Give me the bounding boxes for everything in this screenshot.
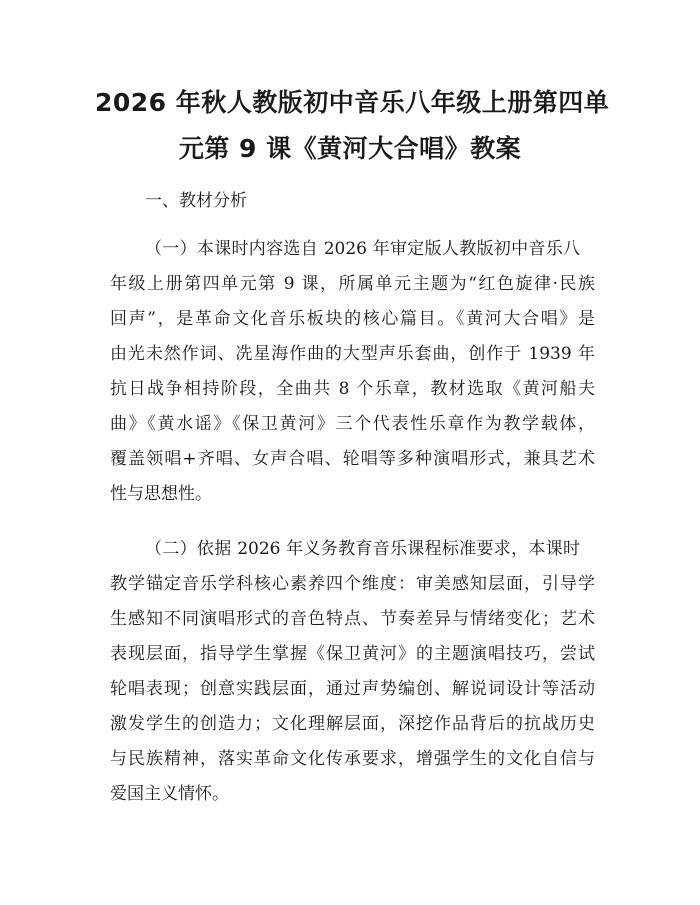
paragraph-2-line: 爱国主义情怀。 bbox=[110, 784, 229, 804]
paragraph-2-line: 轮唱表现；创意实践层面，通过声势编创、解说词设计等活动 bbox=[110, 679, 595, 699]
paragraph-1-line: 抗日战争相持阶段，全曲共 8 个乐章，教材选取《黄河船夫 bbox=[110, 379, 595, 399]
paragraph-1-line: 回声”，是革命文化音乐板块的核心篇目。《黄河大合唱》是 bbox=[110, 309, 595, 329]
paragraph-1-line: 性与思想性。 bbox=[110, 484, 212, 504]
paragraph-1-line: 由光未然作词、冼星海作曲的大型声乐套曲，创作于 1939 年 bbox=[110, 344, 595, 364]
paragraph-1-line: 覆盖领唱+齐唱、女声合唱、轮唱等多种演唱形式，兼具艺术 bbox=[110, 449, 595, 469]
paragraph-2-line: 激发学生的创造力；文化理解层面，深挖作品背后的抗战历史 bbox=[110, 714, 595, 734]
paragraph-2-line: 表现层面，指导学生掌握《保卫黄河》的主题演唱技巧，尝试 bbox=[110, 644, 595, 664]
paragraph-1-line: （一）本课时内容选自 2026 年审定版人教版初中音乐八 bbox=[145, 239, 580, 259]
paragraph-2-line: 生感知不同演唱形式的音色特点、节奏差异与情绪变化；艺术 bbox=[110, 609, 595, 629]
section-heading-materials-analysis: 一、教材分析 bbox=[145, 191, 247, 211]
paragraph-1-line: 年级上册第四单元第 9 课，所属单元主题为“红色旋律·民族 bbox=[110, 274, 595, 294]
paragraph-2-line: 与民族精神，落实革命文化传承要求，增强学生的文化自信与 bbox=[110, 749, 595, 769]
paragraph-2-line: 教学锚定音乐学科核心素养四个维度：审美感知层面，引导学 bbox=[110, 574, 595, 594]
document-title-line-1: 2026 年秋人教版初中音乐八年级上册第四单 bbox=[95, 88, 610, 117]
paragraph-1-line: 曲》《黄水谣》《保卫黄河》三个代表性乐章作为教学载体， bbox=[110, 414, 595, 434]
document-title-line-2: 元第 9 课《黄河大合唱》教案 bbox=[178, 134, 522, 163]
paragraph-2-line: （二）依据 2026 年义务教育音乐课程标准要求，本课时 bbox=[145, 539, 580, 559]
